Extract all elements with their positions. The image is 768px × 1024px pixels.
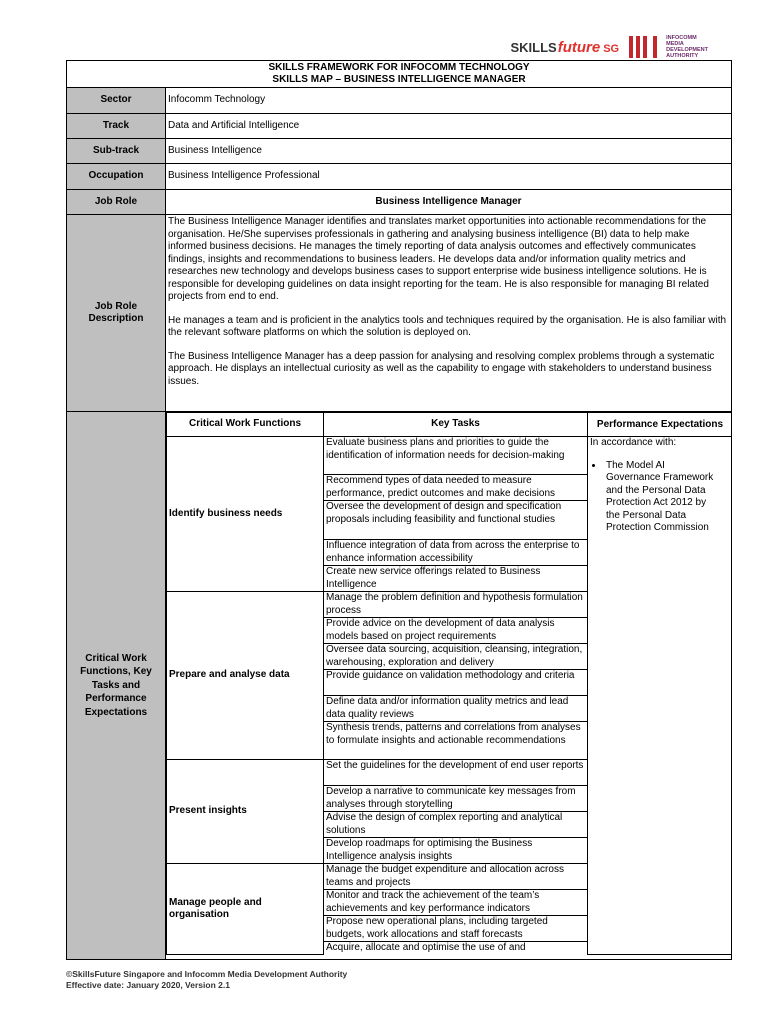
- imda-logo-text: INFOCOMM MEDIA DEVELOPMENT AUTHORITY: [666, 35, 708, 59]
- performance-expectations: [588, 437, 732, 955]
- footer: [66, 969, 347, 991]
- job-role-description-label: Job Role Description: [67, 215, 166, 412]
- occupation-label: Occupation: [67, 164, 166, 190]
- task-item: Develop a narrative to communicate key messages from analyses through storytelling: [324, 786, 588, 812]
- track-value: Data and Artificial Intelligence: [166, 114, 732, 139]
- subtrack-value: Business Intelligence: [166, 139, 732, 164]
- task-item: Recommend types of data needed to measure performance, predict outcomes and make decisions: [324, 475, 588, 501]
- header-logos: [510, 32, 708, 62]
- col-critical-work-functions: Critical Work Functions: [167, 413, 324, 437]
- cwf-table: [166, 412, 732, 955]
- title-line-2: SKILLS MAP – BUSINESS INTELLIGENCE MANAGER: [272, 74, 526, 85]
- imda-logo: [629, 35, 708, 59]
- task-item: Monitor and track the achievement of the team’s achievements and key performance indicators: [324, 890, 588, 916]
- task-item: Influence integration of data from across the enterprise to enhance information accessibility: [324, 540, 588, 566]
- sector-label: Sector: [67, 88, 166, 114]
- skills-map-table: [66, 60, 732, 960]
- task-item: Manage the budget expenditure and allocation across teams and projects: [324, 864, 588, 890]
- cwf-manage-people-and-organisation: Manage people and organisation: [167, 864, 324, 955]
- task-item: Propose new operational plans, including targeted budgets, work allocations and staff forecasts: [324, 916, 588, 942]
- col-key-tasks: Key Tasks: [324, 413, 588, 437]
- cwf-section: [166, 412, 732, 960]
- skillsfuture-logo-sg: SG: [603, 42, 620, 55]
- col-performance-expectations: Performance Expectations: [588, 413, 732, 437]
- job-role-label: Job Role: [67, 190, 166, 215]
- skillsfuture-logo-future: future: [557, 38, 601, 56]
- perf-intro: In accordance with:: [590, 437, 677, 448]
- occupation-value: Business Intelligence Professional: [166, 164, 732, 190]
- job-role-value: Business Intelligence Manager: [166, 190, 732, 215]
- sector-value: Infocomm Technology: [166, 88, 732, 114]
- task-item: Acquire, allocate and optimise the use of and: [324, 942, 588, 955]
- task-item: Advise the design of complex reporting and analytical solutions: [324, 812, 588, 838]
- task-item: Oversee the development of design and specification proposals including feasibility and functional studies: [324, 501, 588, 540]
- task-item: Oversee data sourcing, acquisition, cleansing, integration, warehousing, exploration and delivery: [324, 644, 588, 670]
- description-paragraph-1: The Business Intelligence Manager identifies and translates market opportunities into actionable recommendations for the organisation. He/She supervises professionals in gathering and analysing business intelligence (BI) data to help make informed business decisions. He manages the timely reporting of data analysis outcomes and effectively communicates findings, insights and recommendations to business leaders. He develops data and/or information quality metrics and researches new technology and develops business cases to support enterprise wide business intelligence solutions. He is responsible for developing guidelines on data insight reporting for the team. He is also responsible for managing BI related projects from end to end.: [168, 216, 709, 302]
- description-paragraph-3: The Business Intelligence Manager has a deep passion for analysing and resolving complex problems through a systematic approach. He displays an intellectual curiosity as well as the capability to engage with stakeholders to understand business issues.: [168, 350, 715, 387]
- task-item: Create new service offerings related to Business Intelligence: [324, 566, 588, 592]
- document-title: [67, 61, 732, 88]
- title-line-1: SKILLS FRAMEWORK FOR INFOCOMM TECHNOLOGY: [268, 61, 530, 73]
- effective-date-text: Effective date: January 2020, Version 2.1: [66, 980, 230, 990]
- skillsfuture-logo-skills: SKILLS: [510, 39, 557, 55]
- cwf-label: Critical Work Functions, Key Tasks and Performance Expectations: [67, 412, 166, 960]
- task-item: Evaluate business plans and priorities to guide the identification of information needs for decision-making: [324, 437, 588, 475]
- job-role-description: [166, 215, 732, 412]
- task-item: Provide guidance on validation methodology and criteria: [324, 670, 588, 696]
- task-item: Define data and/or information quality metrics and lead data quality reviews: [324, 696, 588, 722]
- track-label: Track: [67, 114, 166, 139]
- description-paragraph-2: He manages a team and is proficient in the analytics tools and techniques required by the organisation. He is also familiar with the relevant software platforms on which the solution is deployed on.: [168, 314, 727, 338]
- task-item: Develop roadmaps for optimising the Business Intelligence analysis insights: [324, 838, 588, 864]
- task-item: Manage the problem definition and hypothesis formulation process: [324, 592, 588, 618]
- imda-mark-icon: [629, 36, 661, 58]
- cwf-identify-business-needs: Identify business needs: [167, 437, 324, 592]
- task-item: Provide advice on the development of data analysis models based on project requirements: [324, 618, 588, 644]
- skillsfuture-logo: [510, 39, 619, 56]
- task-item: Synthesis trends, patterns and correlations from analyses to formulate insights and actionable recommendations: [324, 722, 588, 760]
- subtrack-label: Sub-track: [67, 139, 166, 164]
- task-item: Set the guidelines for the development of end user reports: [324, 760, 588, 786]
- cwf-prepare-and-analyse-data: Prepare and analyse data: [167, 592, 324, 760]
- cwf-present-insights: Present insights: [167, 760, 324, 864]
- perf-list-item: • The Model AI Governance Framework and the Personal Data Protection Act 2012 by the Personal Data Protection Commission: [604, 460, 730, 535]
- copyright-text: ©SkillsFuture Singapore and Infocomm Media Development Authority: [66, 969, 348, 979]
